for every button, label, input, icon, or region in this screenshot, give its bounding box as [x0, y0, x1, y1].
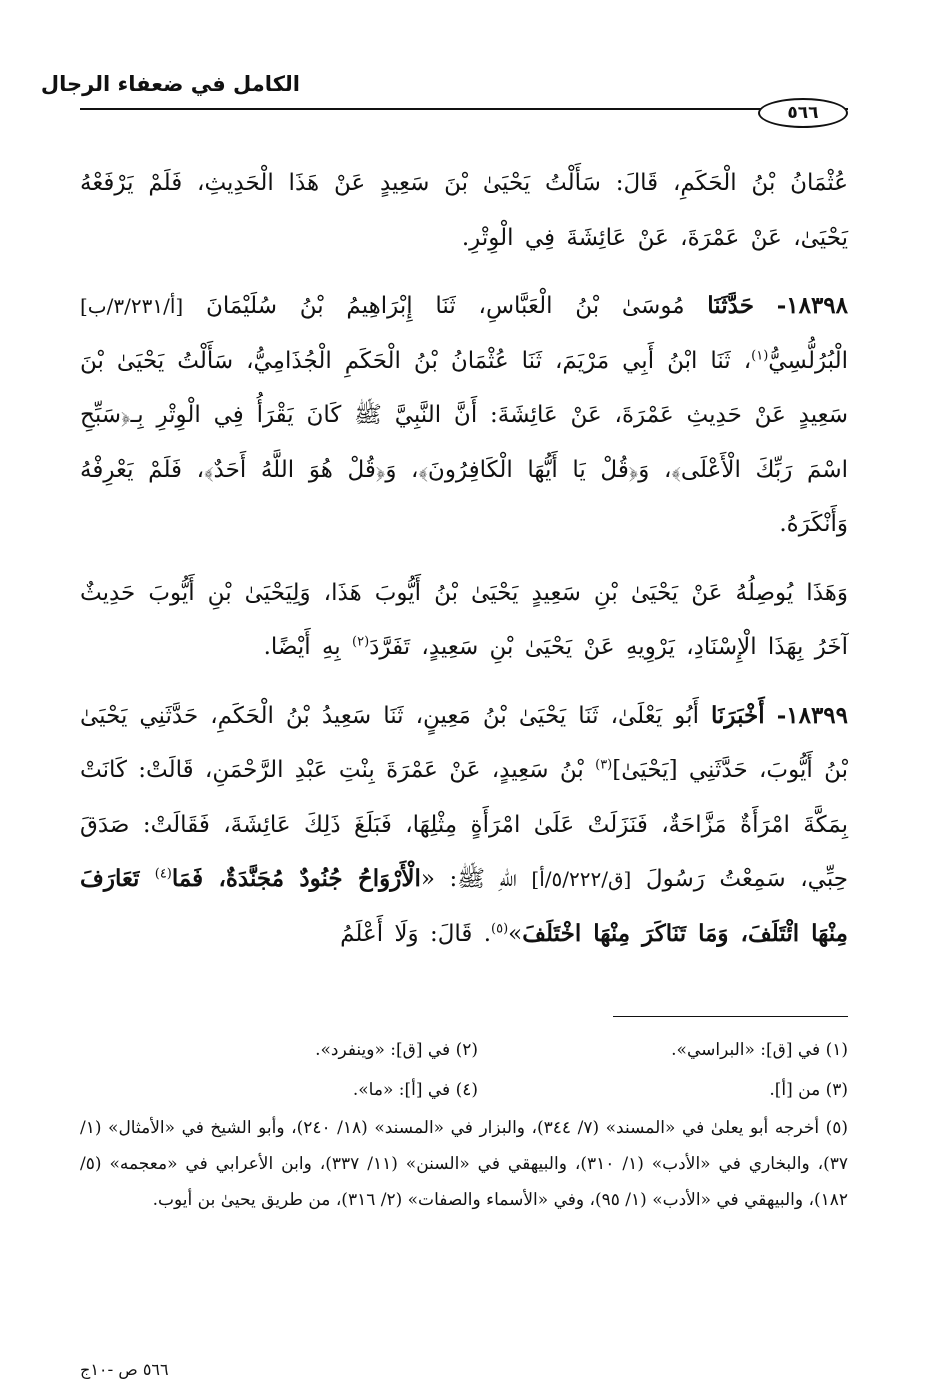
running-title: الكامل في ضعفاء الرجال — [40, 72, 300, 96]
footnotes — [80, 1030, 848, 1218]
hadith-number: ١٨٣٩٨- — [776, 292, 849, 319]
transmission-keyword: أَخْبَرَنَا — [711, 701, 765, 729]
footnote-separator — [613, 1016, 848, 1017]
volume-page-marker: ٥٦٦ ص -١٠ج — [80, 1360, 169, 1379]
header-rule — [80, 108, 848, 110]
footnote-1: (١) في [ق]: «البراسي». — [671, 1040, 848, 1060]
paragraph-hadith-18398 — [80, 279, 848, 552]
chain-text: . قَالَ: وَلَا أَعْلَمُ — [340, 920, 492, 947]
footnote-marker: (٣) — [595, 757, 613, 773]
footnote-marker: (٤) — [154, 866, 172, 882]
page-number: ٥٦٦ — [758, 98, 848, 128]
main-text — [80, 156, 848, 961]
chain-text: الْبُرُلُّسِيُّ — [768, 347, 848, 374]
commentary-text: بِهِ أَيْضًا. — [263, 634, 352, 660]
footnote-4: (٤) في [أ]: «ما». — [352, 1080, 478, 1100]
transmission-keyword: حَدَّثَنَا — [707, 292, 754, 319]
quote-close: » — [508, 920, 523, 947]
footnote-marker: (٢) — [352, 634, 370, 650]
footnote-marker: (٥) — [491, 920, 509, 936]
chain-text: ، ثَنَا ابْنُ أَبِي مَرْيَمَ، ثَنَا عُثْمَانُ بْنُ الْحَكَمِ الْجُذَامِيُّ، سَأَلْتُ يَحْيَىٰ بْنَ سَعِيدٍ عَنْ حَدِيثِ عَمْرَةَ، عَنْ عَائِشَةَ: أَنَّ النَّبِيَّ ﷺ كَانَ يَقْرَأُ فِي الْوِتْرِ بِـ﴿سَبِّحِ اسْمَ رَبِّكَ الْأَعْلَى﴾، وَ﴿قُلْ يَا أَيُّهَا الْكَافِرُونَ﴾، وَ﴿قُلْ هُوَ اللَّهُ أَحَدٌ﴾، فَلَمْ يَعْرِفْهُ وَأَنْكَرَهُ. — [80, 347, 848, 537]
commentary-text: وَهَذَا يُوصِلُهُ عَنْ يَحْيَىٰ بْنِ سَعِيدٍ يَحْيَىٰ بْنُ أَيُّوبَ هَذَا، وَلِيَحْيَىٰ بْنِ أَيُّوبَ حَدِيثٌ آخَرُ بِهَذَا الْإِسْنَادِ، يَرْوِيهِ عَنْ يَحْيَىٰ بْنِ سَعِيدٍ، تَفَرَّدَ — [80, 579, 848, 660]
footnote-5: (٥) أخرجه أبو يعلىٰ في «المسند» (٧/ ٣٤٤)، والبزار في «المسند» (١٨/ ٢٤٠)، وأبو الشيخ في «الأمثال» (١/ ٣٧)، والبخاري في «الأدب» (١/ ٣١٠)، والبيهقي في «السنن» (١١/ ٣٣٧)، وابن الأعرابي في «معجمه» (٥/ ١٨٢)، والبيهقي في «الأدب» (١/ ٩٥)، وفي «الأسماء والصفات» (٢/ ٣١٦)، من طريق يحيىٰ بن أيوب. — [80, 1118, 849, 1210]
paragraph-1 — [80, 156, 848, 265]
footnote-3: (٣) من [أ]. — [769, 1080, 848, 1100]
paragraph-commentary — [80, 566, 848, 675]
paragraph-1-text: عُثْمَانُ بْنُ الْحَكَمِ، قَالَ: سَأَلْتُ يَحْيَىٰ بْنَ سَعِيدٍ عَنْ هَذَا الْحَدِيثِ، فَلَمْ يَرْفَعْهُ يَحْيَىٰ، عَنْ عَمْرَةَ، عَنْ عَائِشَةَ فِي الْوِتْرِ. — [80, 170, 848, 251]
manuscript-reference: [ق/٥/٢٢٢/أ] — [531, 867, 632, 891]
chain-text: بْنُ سَعِيدٍ، عَنْ عَمْرَةَ بِنْتِ عَبْدِ الرَّحْمَنِ، قَالَتْ: كَانَتْ بِمَكَّةَ امْرَأَةٌ مَزَّاحَةٌ، فَنَزَلَتْ عَلَىٰ امْرَأَةٍ مِثْلِهَا، فَبَلَغَ ذَلِكَ عَائِشَةَ، فَقَالَتْ: صَدَقَ حِبِّي، سَمِعْتُ رَسُولَ — [80, 757, 848, 892]
footnote-row — [80, 1030, 848, 1070]
hadith-text: الْأَرْوَاحُ جُنُودٌ مُجَنَّدَةٌ، فَمَا — [171, 865, 421, 892]
manuscript-reference: [أ/٣/٢٣١/ب] — [80, 294, 184, 318]
hadith-text: تَعَارَفَ مِنْهَا ائْتَلَفَ، وَمَا تَنَاكَرَ مِنْهَا اخْتَلَفَ — [80, 865, 848, 947]
paragraph-hadith-18399 — [80, 689, 848, 962]
footnote-2: (٢) في [ق]: «وينفرد». — [315, 1040, 478, 1060]
hadith-number: ١٨٣٩٩- — [776, 701, 849, 729]
chain-text: اللهِ ﷺ: « — [420, 866, 532, 892]
chain-text: مُوسَىٰ بْنُ الْعَبَّاسِ، ثَنَا إِبْرَاهِيمُ بْنُ سُلَيْمَانَ — [205, 293, 685, 319]
chain-text: أَبُو يَعْلَىٰ، ثَنَا يَحْيَىٰ بْنُ مَعِينٍ، ثَنَا سَعِيدُ بْنُ الْحَكَمِ، حَدَّثَنِي يَحْيَىٰ بْنُ أَيُّوبَ، حَدَّثَنِي [يَحْيَىٰ] — [80, 702, 848, 783]
footnote-marker: (١) — [751, 347, 769, 363]
footnote-row — [80, 1070, 848, 1110]
page-header — [40, 70, 848, 130]
